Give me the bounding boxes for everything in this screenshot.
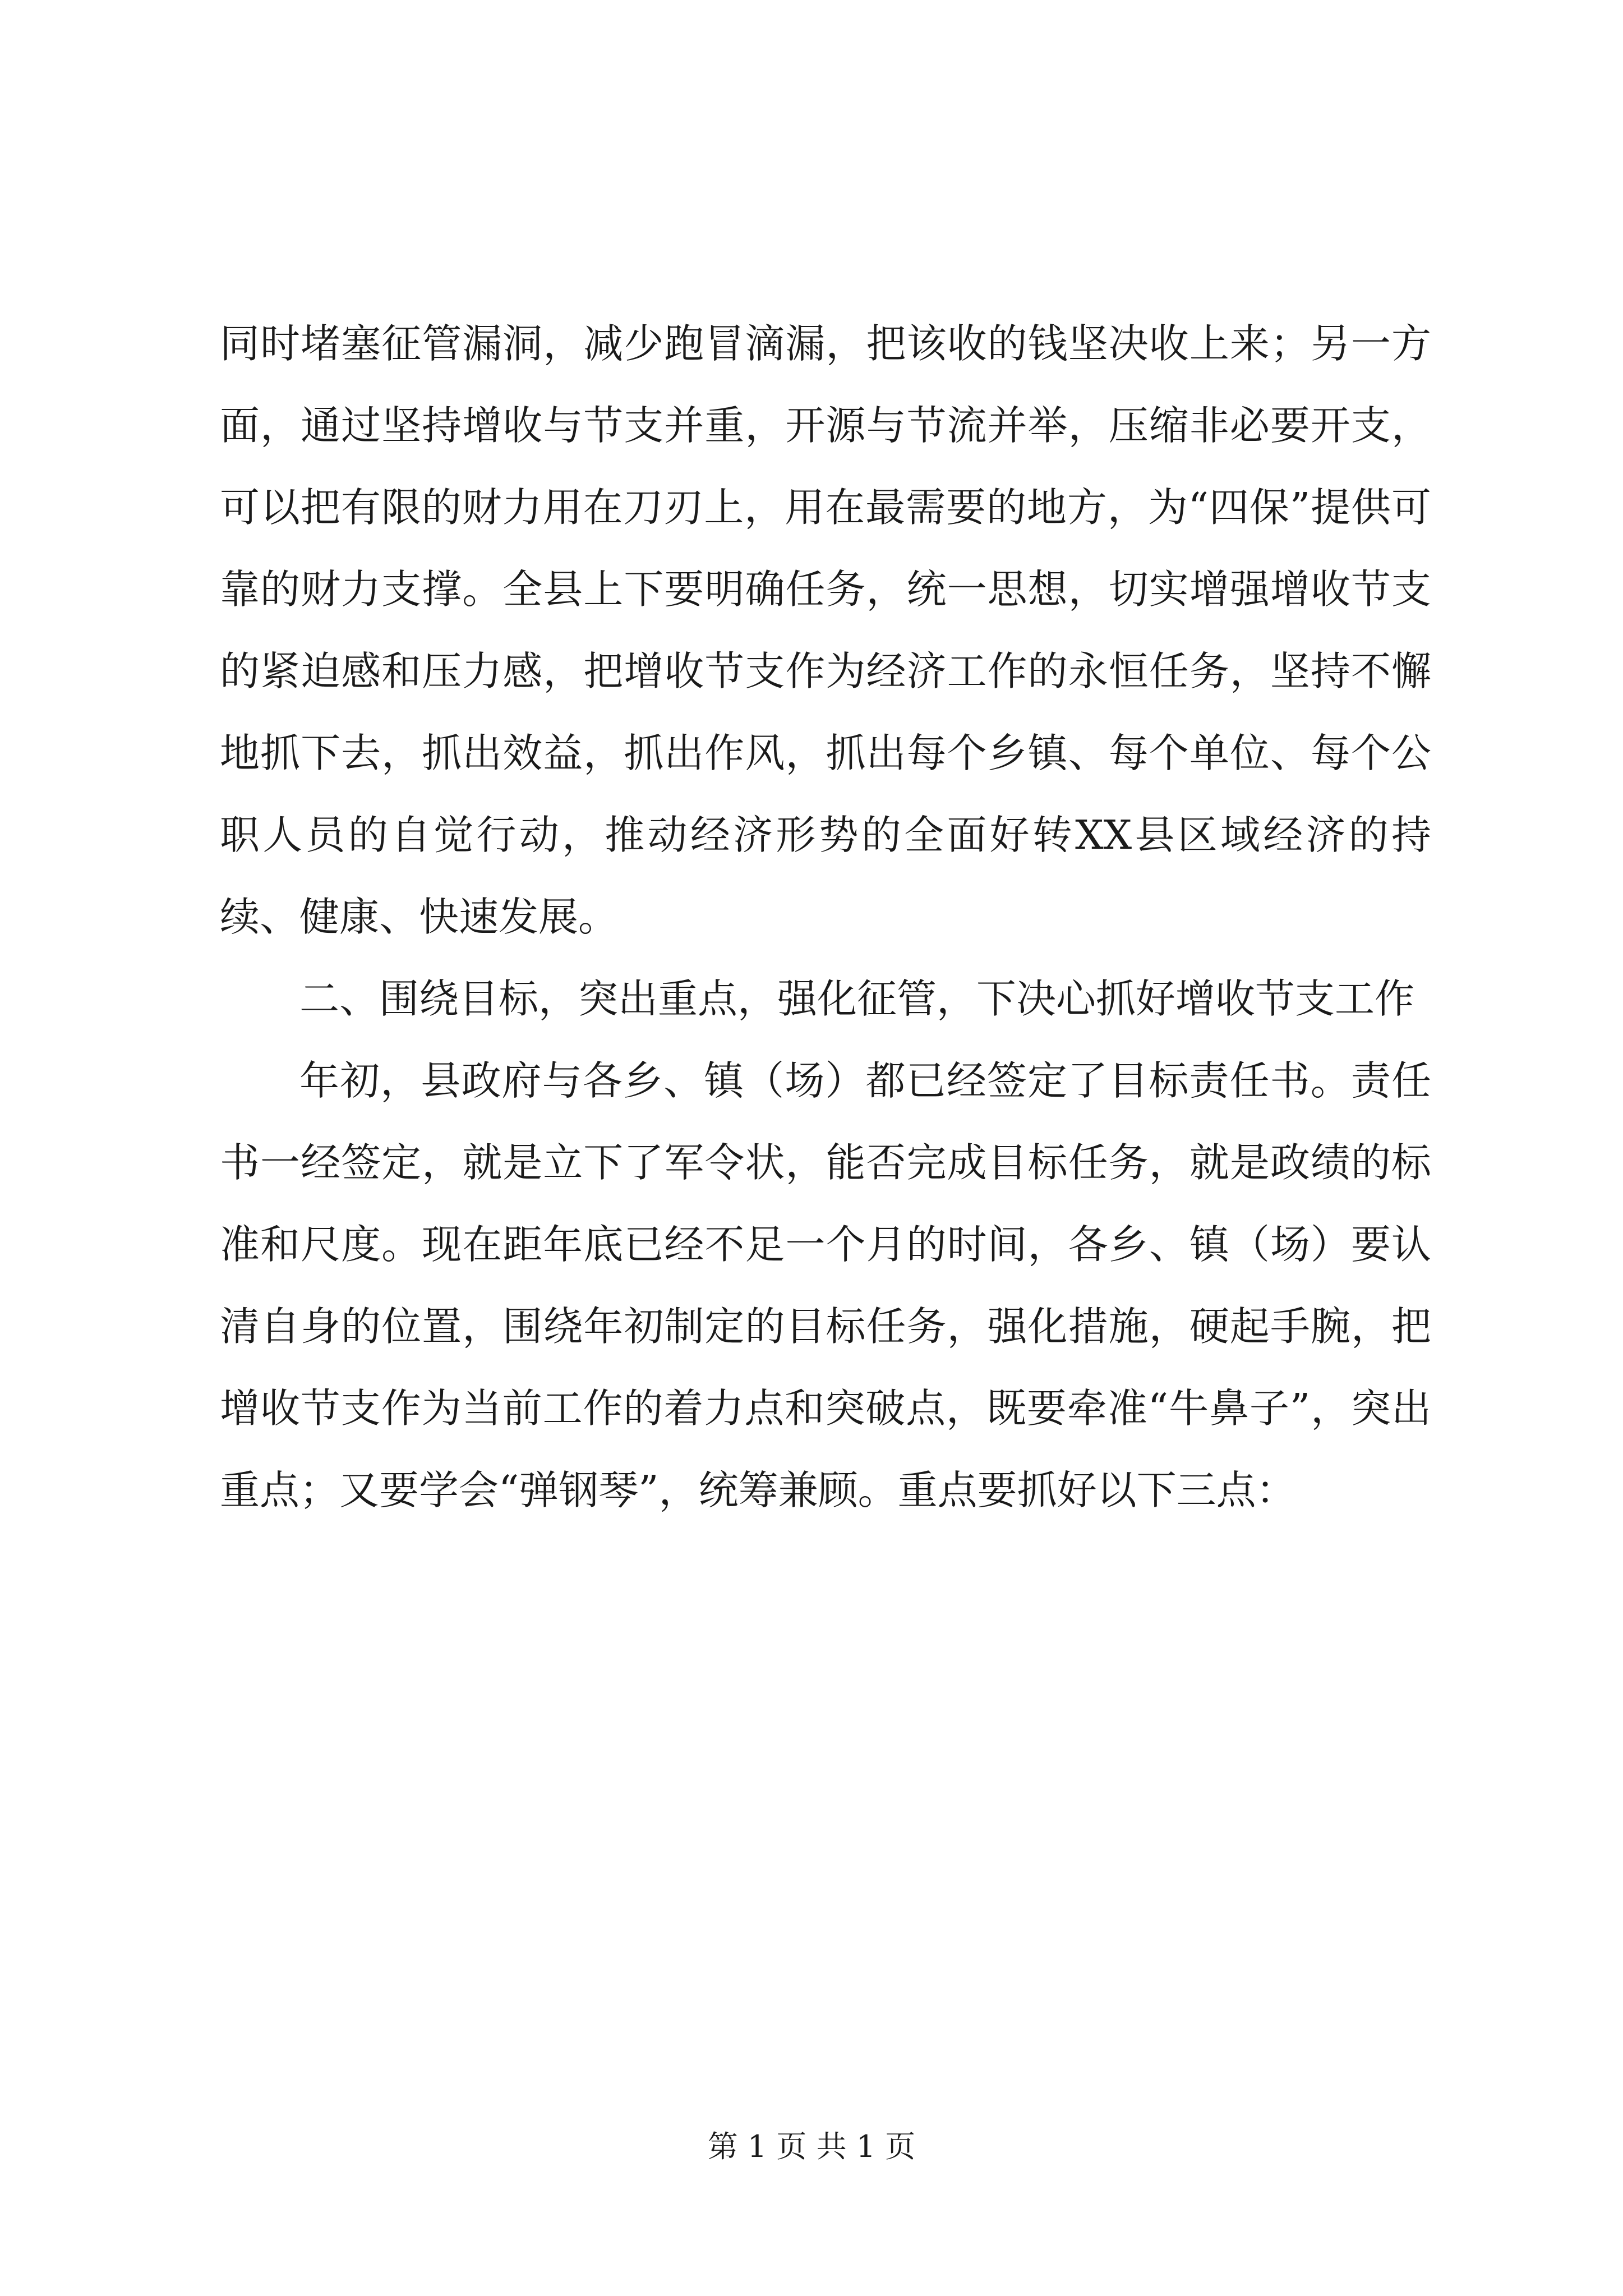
page-footer: 第 1 页 共 1 页	[707, 2129, 916, 2164]
paragraph-continuation: 同时堵塞征管漏洞，减少跑冒滴漏，把该收的钱坚决收上来；另一方面，通过坚持增收与节支并重，开源与节流并举，压缩非必要开支，可以把有限的财力用在刀刃上，用在最需要的地方，为“四保”提供可靠的财力支撑。全县上下要明确任务，统一思想，切实增强增收节支的紧迫感和压力感，把增收节支作为经济工作的永恒任务，坚持不懈地抓下去，抓出效益，抓出作风，抓出每个乡镇、每个单位、每个公职人员的自觉行动，推动经济形势的全面好转XX县区域经济的持续、健康、快速发展。	[220, 320, 1431, 940]
section-heading: 二、围绕目标，突出重点，强化征管，下决心抓好增收节支工作	[299, 976, 1415, 1022]
document-body	[220, 303, 1431, 1531]
paragraph-body: 年初，县政府与各乡、镇（场）都已经签定了目标责任书。责任书一经签定，就是立下了军令状，能否完成目标任务，就是政绩的标准和尺度。现在距年底已经不足一个月的时间，各乡、镇（场）要认清自身的位置，围绕年初制定的目标任务，强化措施，硬起手腕，把增收节支作为当前工作的着力点和突破点，既要牵准“牛鼻子”，突出重点；又要学会“弹钢琴”，统筹兼顾。重点要抓好以下三点：	[220, 1057, 1431, 1513]
